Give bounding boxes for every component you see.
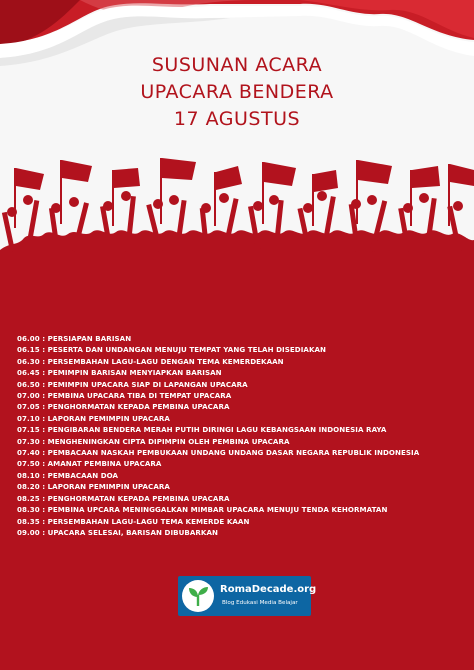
- schedule-item: 07.50 : AMANAT PEMBINA UPACARA: [17, 459, 162, 469]
- logo-name: RomaDecade.org: [220, 584, 317, 595]
- plant-icon: [182, 580, 214, 612]
- schedule-list: [17, 333, 467, 538]
- schedule-item: 08.30 : PEMBINA UPCARA MENINGGALKAN MIMBAR UPACARA MENUJU TENDA KEHORMATAN: [17, 505, 388, 515]
- schedule-item: 07.00 : PEMBINA UPACARA TIBA DI TEMPAT UPACARA: [17, 391, 232, 401]
- schedule-item: 08.35 : PERSEMBAHAN LAGU-LAGU TEMA KEMERDE KAAN: [17, 516, 250, 526]
- schedule-item: 06.30 : PERSEMBAHAN LAGU-LAGU DENGAN TEMA KEMERDEKAAN: [17, 356, 284, 366]
- schedule-item: 06.50 : PEMIMPIN UPACARA SIAP DI LAPANGAN UPACARA: [17, 379, 248, 389]
- schedule-item: 06.15 : PESERTA DAN UNDANGAN MENUJU TEMPAT YANG TELAH DISEDIAKAN: [17, 345, 327, 355]
- schedule-item: 07.40 : PEMBACAAN NASKAH PEMBUKAAN UNDANG UNDANG DASAR NEGARA REPUBLIK INDONESIA: [17, 448, 420, 458]
- schedule-item: 08.25 : PENGHORMATAN KEPADA PEMBINA UPACARA: [17, 493, 230, 503]
- title-line-1: SUSUNAN ACARA: [151, 54, 323, 76]
- schedule-item: 06.45 : PEMIMPIN BARISAN MENYIAPKAN BARISAN: [17, 368, 222, 378]
- schedule-item: 07.15 : PENGIBARAN BENDERA MERAH PUTIH DIRINGI LAGU KEBANGSAAN INDONESIA RAYA: [17, 425, 387, 435]
- page-title: [0, 52, 474, 133]
- logo-tagline: Blog Edukasi Media Belajar: [222, 600, 298, 606]
- schedule-item: 06.00 : PERSIAPAN BARISAN: [17, 334, 132, 343]
- romadecade-logo[interactable]: [178, 576, 317, 616]
- schedule-item: 07.30 : MENGHENINGKAN CIPTA DIPIMPIN OLEH PEMBINA UPACARA: [17, 436, 290, 446]
- schedule-item: 08.20 : LAPORAN PEMIMPIN UPACARA: [17, 482, 170, 492]
- schedule-item: 08.10 : PEMBACAAN DOA: [17, 470, 119, 480]
- title-line-2: UPACARA BENDERA: [140, 81, 334, 103]
- schedule-item: 09.00 : UPACARA SELESAI, BARISAN DIBUBARKAN: [17, 527, 218, 537]
- schedule-item: 07.10 : LAPORAN PEMIMPIN UPACARA: [17, 413, 170, 423]
- schedule-item: 07.05 : PENGHORMATAN KEPADA PEMBINA UPACARA: [17, 402, 230, 412]
- crowd-silhouette: [0, 150, 474, 280]
- title-line-3: 17 AGUSTUS: [173, 108, 301, 130]
